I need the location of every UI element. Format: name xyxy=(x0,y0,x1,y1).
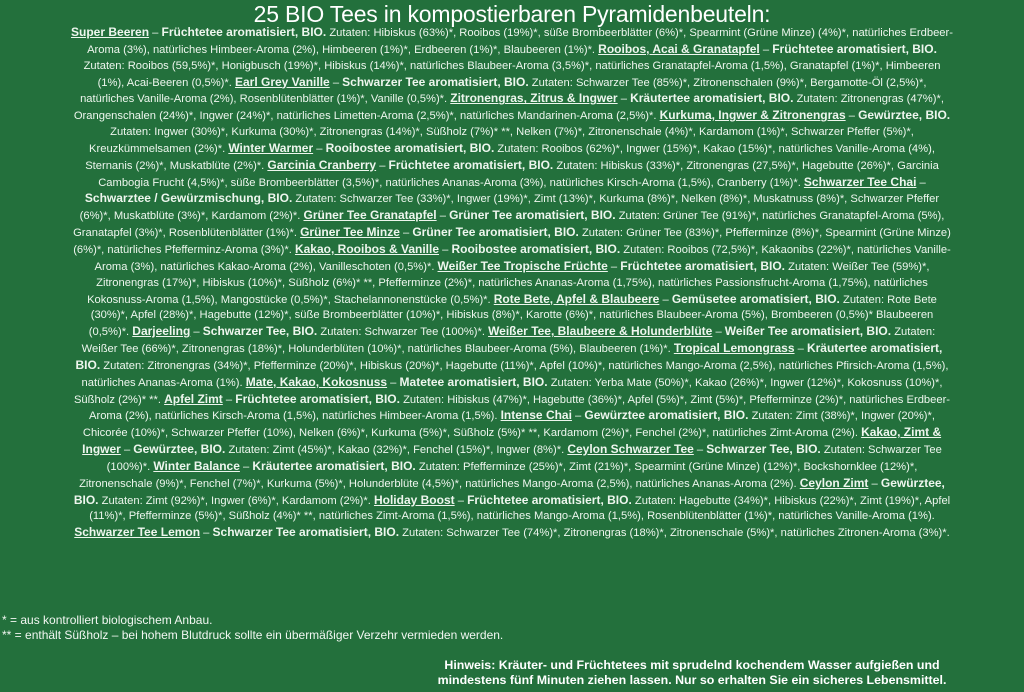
footnote-organic: * = aus kontrolliert biologischem Anbau. xyxy=(2,613,213,627)
tea-description: Grüner Tee aromatisiert, BIO. xyxy=(412,225,579,240)
tea-name: Holiday Boost xyxy=(373,492,455,507)
tea-ingredients: Zutaten: Hagebutte (34%)*, Hibiskus (22%)*, Zimt (19%)*, Apfel (11%)*, Pfefferminze (5%)*, Süßholz (4%)* **, natürliches Zimt-Aroma (1,5%), natürliches Mango-Aroma (1,5%), Rosenblütenblätter (1%)*, natürliches Vanille-Aroma (1%). xyxy=(89,494,951,523)
tea-description: Schwarzer Tee, BIO. xyxy=(202,324,318,339)
tea-description: Früchtetee aromatisiert, BIO. xyxy=(161,25,327,39)
tea-ingredients: Zutaten: Rooibos (59,5%)*, Honigbusch (19%)*, Hibiskus (14%)*, natürliches Blaubeer-Aroma (3,5%)*, natürliches Granatapfel-Aroma (1,5%), Granatapfel (1%)*, Himbeeren (1%), Acai-Beeren (0,5%)*. xyxy=(83,59,941,89)
tea-description: Weißer Tee aromatisiert, BIO. xyxy=(724,324,892,339)
tea-name: Weißer Tee, Blaubeere & Holunderblüte xyxy=(488,324,713,339)
tea-name: Grüner Tee Minze xyxy=(300,225,400,240)
tea-description: Gemüsetee aromatisiert, BIO. xyxy=(671,291,840,306)
tea-description: Früchtetee aromatisiert, BIO. xyxy=(772,41,937,56)
tea-entry: Zitronengras, Zitrus & Ingwer – Kräutertee aromatisiert, BIO. Zutaten: Zitronengras (47%)*, Orangenschalen (24%)*, Ingwer (24%)*, natürliches Limetten-Aroma (2,5%)*, natürliches Mandarinen-Aroma (2,5%)*. xyxy=(73,91,944,123)
tea-ingredients: Zutaten: Weißer Tee (66%)*, Zitronengras (18%)*, Holunderblüten (10%)*, natürliches Blaubeer-Aroma (5%), Blaubeeren (1%)*. xyxy=(81,326,936,356)
tea-ingredients: Zutaten: Schwarzer Tee (100%)*. xyxy=(320,326,485,339)
tea-name: Ceylon Schwarzer Tee xyxy=(567,442,694,457)
tea-entry: Weißer Tee Tropische Früchte – Früchtetee aromatisiert, BIO. Zutaten: Weißer Tee (59%)*, Zitronengras (17%)*, Hibiskus (10%)*, Süßholz (6%)* **, Pfefferminze (2%)*, natürliches Ananas-Aroma (1,75%), natürliches Passionsfrucht-Aroma (1,75%), natürliches Kokosnuss-Aroma (1,5%), Mangostücke (0,5%)*, Stachelannonenstücke (0,5%)*. xyxy=(87,258,930,306)
brewing-note: Hinweis: Kräuter- und Früchtetees mit sprudelnd kochendem Wasser aufgießen und mindestens fünf Minuten ziehen lassen. Nur so erhalten Sie ein sicheres Lebensmittel. xyxy=(437,658,947,687)
tea-ingredients: Zutaten: Grüner Tee (83%)*, Pfefferminze (8%)*, Spearmint (Grüne Minze) (6%)*, natürliches Pfefferminz-Aroma (3%)*. xyxy=(73,227,951,256)
tea-ingredients: Zutaten: Weißer Tee (59%)*, Zitronengras (17%)*, Hibiskus (10%)*, Süßholz (6%)* **, Pfefferminze (2%)*, natürliches Ananas-Aroma (1,75%), natürliches Passionsfrucht-Aroma (1,75%), natürliches Kokosnuss-Aroma (1,5%), Mangostücke (0,5%)*, Stachelannonenstücke (0,5%)*. xyxy=(87,260,930,306)
tea-ingredients: Zutaten: Zimt (45%)*, Kakao (32%)*, Fenchel (15%)*, Ingwer (8%)*. xyxy=(228,444,565,457)
tea-entry: Grüner Tee Minze – Grüner Tee aromatisiert, BIO. Zutaten: Grüner Tee (83%)*, Pfefferminze (8%)*, Spearmint (Grüne Minze) (6%)*, natürliches Pfefferminz-Aroma (3%)*. xyxy=(73,225,951,256)
tea-description: Früchtetee aromatisiert, BIO. xyxy=(235,391,400,406)
tea-entry: Earl Grey Vanille – Schwarzer Tee aromatisiert, BIO. Zutaten: Schwarzer Tee (85%)*, Zitronenschalen (9%)*, Bergamotte-Öl (2,5%)*, natürliches Vanille-Aroma (2%), Rosenblütenblätter (1%)*, Vanille (0,5%)*. xyxy=(80,74,927,106)
tea-list xyxy=(70,25,954,542)
tea-description: Matetee aromatisiert, BIO. xyxy=(399,374,548,389)
tea-name: Rooibos, Acai & Granatapfel xyxy=(598,41,760,56)
tea-name: Garcinia Cranberry xyxy=(267,157,377,172)
tea-description: Kräutertee aromatisiert, BIO. xyxy=(252,458,416,473)
tea-description: Gewürztee aromatisiert, BIO. xyxy=(584,408,749,423)
tea-name: Apfel Zimt xyxy=(164,391,223,406)
tea-name: Winter Balance xyxy=(153,458,240,473)
tea-name: Super Beeren xyxy=(71,25,150,39)
tea-ingredients: Zutaten: Schwarzer Tee (33%)*, Ingwer (19%)*, Zimt (13%)*, Kurkuma (8%)*, Nelken (8%)*, Muskatnuss (8%)*, Schwarzer Pfeffer (6%)*, Muskatblüte (3%)*, Kardamom (2%)*. xyxy=(79,193,940,223)
tea-entry: Tropical Lemongrass – Kräutertee aromatisiert, BIO. Zutaten: Zitronengras (34%)*, Pfefferminze (20%)*, Hibiskus (20%)*, Hagebutte (11%)*, Apfel (10%)*, natürliches Mango-Aroma (2,5%), natürliches Pfirsich-Aroma (1,5%), natürliches Ananas-Aroma (1%). xyxy=(75,341,949,389)
tea-name: Tropical Lemongrass xyxy=(673,341,795,356)
tea-description: Gewürztee, BIO. xyxy=(73,475,945,507)
tea-description: Schwarzer Tee, BIO. xyxy=(706,442,821,457)
tea-entry: Kurkuma, Ingwer & Zitronengras – Gewürztee, BIO. Zutaten: Ingwer (30%)*, Kurkuma (30%)*, Zitronengras (14%)*, Süßholz (7%)* **, Nelken (7%)*, Zitronenschale (4%)*, Kardamom (1%)*, Schwarzer Pfeffer (5%)*, Kreuzkümmelsamen (2%)*. xyxy=(89,108,951,155)
footnote-licorice: ** = enthält Süßholz – bei hohem Blutdruck sollte ein übermäßiger Verzehr vermieden werden. xyxy=(2,628,504,642)
tea-ingredients: Zutaten: Ingwer (30%)*, Kurkuma (30%)*, Zitronengras (14%)*, Süßholz (7%)* **, Nelken (7%)*, Zitronenschale (4%)*, Kardamom (1%)*, Schwarzer Pfeffer (5%)*, Kreuzkümmelsamen (2%)*. xyxy=(89,126,914,155)
tea-name: Schwarzer Tee Lemon xyxy=(74,525,201,540)
tea-entry: Super Beeren – Früchtetee aromatisiert, BIO. Zutaten: Hibiskus (63%)*, Rooibos (19%)*, süße Brombeerblätter (6%)*, Spearmint (Grüne Minze) (4%)*, natürliches Erdbeer-Aroma (3%), natürliches Himbeer-Aroma (2%), Himbeeren (1%)*, Erdbeeren (1%)*, Blaubeeren (1%)*. xyxy=(71,25,953,56)
tea-entry: Darjeeling – Schwarzer Tee, BIO. Zutaten: Schwarzer Tee (100%)*. xyxy=(132,324,485,339)
tea-name: Rote Bete, Apfel & Blaubeere xyxy=(493,291,660,306)
tea-entry: Intense Chai – Gewürztee aromatisiert, BIO. Zutaten: Zimt (38%)*, Ingwer (20%)*, Chicorée (10%)*, Schwarzer Pfeffer (10%), Nelken (6%)*, Kurkuma (5%)*, Süßholz (5%)* **, Kardamom (2%)*, Fenchel (2%)*, natürliches Zimt-Aroma (2%). xyxy=(82,408,935,440)
tea-description: Rooibostee aromatisiert, BIO. xyxy=(451,241,621,256)
tea-name: Grüner Tee Granatapfel xyxy=(303,208,437,223)
tea-description: Schwarztee / Gewürzmischung, BIO. xyxy=(84,191,293,206)
tea-name: Earl Grey Vanille xyxy=(234,74,330,89)
tea-name: Schwarzer Tee Chai xyxy=(803,174,917,189)
tea-entry: Apfel Zimt – Früchtetee aromatisiert, BIO. Zutaten: Hibiskus (47%)*, Hagebutte (36%)*, Apfel (5%)*, Zimt (5%)*, Pfefferminze (2%)*, natürliches Erdbeer-Aroma (2%), natürliches Kirsch-Aroma (1,5%), natürliches Himbeer-Aroma (1,5%). xyxy=(89,391,951,423)
tea-entry: Rooibos, Acai & Granatapfel – Früchtetee aromatisiert, BIO. Zutaten: Rooibos (59,5%)*, Honigbusch (19%)*, Hibiskus (14%)*, natürliches Blaubeer-Aroma (3,5%)*, natürliches Granatapfel-Aroma (1,5%), Granatapfel (1%)*, Himbeeren (1%), Acai-Beeren (0,5%)*. xyxy=(83,41,941,89)
tea-ingredients: Zutaten: Zimt (38%)*, Ingwer (20%)*, Chicorée (10%)*, Schwarzer Pfeffer (10%), Nelken (6%)*, Kurkuma (5%)*, Süßholz (5%)* **, Kardamom (2%)*, Fenchel (2%)*, natürliches Zimt-Aroma (2%). xyxy=(82,410,935,440)
tea-ingredients: Zutaten: Rote Bete (30%)*, Apfel (28%)*, Hagebutte (12%)*, süße Brombeerblätter (10%)*, Hibiskus (8%)*, Karotte (6%)*, natürliches Blaubeer-Aroma (5%), Brombeeren (0,5%)* Blaubeeren (0,5%)*. xyxy=(88,293,937,339)
tea-name: Kakao, Zimt & Ingwer xyxy=(82,425,942,457)
tea-description: Gewürztee, BIO. xyxy=(133,442,226,457)
tea-entry: Ceylon Schwarzer Tee – Schwarzer Tee, BIO. Zutaten: Schwarzer Tee (100%)*. xyxy=(106,442,942,473)
tea-ingredients: Zutaten: Grüner Tee (91%)*, natürliches Granatapfel-Aroma (5%), Granatapfel (3%)*, Rosenblütenblätter (1%)*. xyxy=(73,210,945,240)
tea-entry: Holiday Boost – Früchtetee aromatisiert, BIO. Zutaten: Hagebutte (34%)*, Hibiskus (22%)*, Zimt (19%)*, Apfel (11%)*, Pfefferminze (5%)*, Süßholz (4%)* **, natürliches Zimt-Aroma (1,5%), natürliches Mango-Aroma (1,5%), Rosenblütenblätter (1%)*, natürliches Vanille-Aroma (1%). xyxy=(89,492,951,523)
tea-entry: Schwarzer Tee Chai – Schwarztee / Gewürzmischung, BIO. Zutaten: Schwarzer Tee (33%)*, Ingwer (19%)*, Zimt (13%)*, Kurkuma (8%)*, Nelken (8%)*, Muskatnuss (8%)*, Schwarzer Pfeffer (6%)*, Muskatblüte (3%)*, Kardamom (2%)*. xyxy=(79,174,940,223)
tea-entry: Ceylon Zimt – Gewürztee, BIO. Zutaten: Zimt (92%)*, Ingwer (6%)*, Kardamom (2%)*. xyxy=(73,475,945,507)
tea-ingredients: Zutaten: Schwarzer Tee (85%)*, Zitronenschalen (9%)*, Bergamotte-Öl (2,5%)*, natürliches Vanille-Aroma (2%), Rosenblütenblätter (1%)*, Vanille (0,5%)*. xyxy=(80,76,927,106)
tea-entry: Garcinia Cranberry – Früchtetee aromatisiert, BIO. Zutaten: Hibiskus (33%)*, Zitronengras (27,5%)*, Hagebutte (26%)*, Garcinia Cambogia Frucht (4,5%)*, süße Brombeerblätter (3,5%)*, natürliches Ananas-Aroma (3%), natürliches Kirsch-Aroma (1,5%), Cranberry (1%)*. xyxy=(98,157,939,189)
tea-ingredients: Zutaten: Zitronengras (47%)*, Orangenschalen (24%)*, Ingwer (24%)*, natürliches Limetten-Aroma (2,5%)*, natürliches Mandarinen-Aroma (2,5%)*. xyxy=(73,93,944,123)
tea-name: Intense Chai xyxy=(500,408,572,423)
tea-description: Früchtetee aromatisiert, BIO. xyxy=(388,157,554,172)
tea-name: Darjeeling xyxy=(132,324,191,339)
tea-ingredients: Zutaten: Hibiskus (33%)*, Zitronengras (27,5%)*, Hagebutte (26%)*, Garcinia Cambogia Frucht (4,5%)*, süße Brombeerblätter (3,5%)*, natürliches Ananas-Aroma (3%), natürliches Kirsch-Aroma (1,5%), Cranberry (1%)*. xyxy=(98,159,939,189)
tea-ingredients: Zutaten: Zitronengras (34%)*, Pfefferminze (20%)*, Hibiskus (20%)*, Hagebutte (11%)*, Apfel (10%)*, natürliches Mango-Aroma (2,5%), natürliches Pfirsich-Aroma (1,5%), natürliches Ananas-Aroma (1%). xyxy=(81,359,949,389)
tea-entry: Kakao, Rooibos & Vanille – Rooibostee aromatisiert, BIO. Zutaten: Rooibos (72,5%)*, Kakaonibs (22%)*, natürliches Vanille-Aroma (3%), natürliches Kakao-Aroma (2%), Vanilleschoten (0,5%)*. xyxy=(94,241,951,273)
tea-description: Kräutertee aromatisiert, BIO. xyxy=(75,341,943,372)
tea-entry: Mate, Kakao, Kokosnuss – Matetee aromatisiert, BIO. Zutaten: Yerba Mate (50%)*, Kakao (26%)*, Ingwer (12%)*, Kokosnuss (10%)*, Süßholz (2%)* **. xyxy=(73,374,943,406)
footnotes xyxy=(2,613,503,643)
tea-ingredients: Zutaten: Yerba Mate (50%)*, Kakao (26%)*, Ingwer (12%)*, Kokosnuss (10%)*, Süßholz (2%)* **. xyxy=(73,376,943,406)
tea-entry: Kakao, Zimt & Ingwer – Gewürztee, BIO. Zutaten: Zimt (45%)*, Kakao (32%)*, Fenchel (15%)*, Ingwer (8%)*. xyxy=(82,425,942,457)
tea-description: Grüner Tee aromatisiert, BIO. xyxy=(449,208,616,223)
tea-description: Schwarzer Tee aromatisiert, BIO. xyxy=(212,525,400,540)
tea-entry: Winter Balance – Kräutertee aromatisiert, BIO. Zutaten: Pfefferminze (25%)*, Zimt (21%)*, Spearmint (Grüne Minze) (12%)*, Bockshornklee (12%)*, Zitronenschale (9%)*, Fenchel (7%)*, Kurkuma (5%)*, Holunderblüte (4,5%)*, natürliches Mango-Aroma (2,5%), natürliches Ananas-Aroma (2%). xyxy=(79,458,918,490)
tea-name: Kakao, Rooibos & Vanille xyxy=(294,241,440,256)
tea-ingredients: Zutaten: Schwarzer Tee (74%)*, Zitronengras (18%)*, Zitronenschale (5%)*, natürliches Zitronen-Aroma (3%)*. xyxy=(402,527,950,540)
tea-ingredients: Zutaten: Hibiskus (47%)*, Hagebutte (36%)*, Apfel (5%)*, Zimt (5%)*, Pfefferminze (2%)*, natürliches Erdbeer-Aroma (2%), natürliches Kirsch-Aroma (1,5%), natürliches Himbeer-Aroma (1,5%). xyxy=(89,393,951,423)
tea-ingredients: Zutaten: Pfefferminze (25%)*, Zimt (21%)*, Spearmint (Grüne Minze) (12%)*, Bockshornklee (12%)*, Zitronenschale (9%)*, Fenchel (7%)*, Kurkuma (5%)*, Holunderblüte (4,5%)*, natürliches Mango-Aroma (2,5%), natürliches Ananas-Aroma (2%). xyxy=(79,460,918,490)
tea-description: Kräutertee aromatisiert, BIO. xyxy=(630,91,794,106)
tea-name: Weißer Tee Tropische Früchte xyxy=(437,258,608,273)
tea-description: Schwarzer Tee aromatisiert, BIO. xyxy=(342,74,529,89)
tea-entry: Winter Warmer – Rooibostee aromatisiert, BIO. Zutaten: Rooibos (62%)*, Ingwer (15%)*, Kakao (15%)*, natürliches Vanille-Aroma (4%), Sternanis (2%)*, Muskatblüte (2%)*. xyxy=(85,140,935,172)
page-title: 25 BIO Tees in kompostierbaren Pyramidenbeuteln: xyxy=(253,1,771,27)
tea-name: Mate, Kakao, Kokosnuss xyxy=(245,374,388,389)
tea-entry: Schwarzer Tee Lemon – Schwarzer Tee aromatisiert, BIO. Zutaten: Schwarzer Tee (74%)*, Zitronengras (18%)*, Zitronenschale (5%)*, natürliches Zitronen-Aroma (3%)*. xyxy=(74,525,950,540)
tea-entry: Rote Bete, Apfel & Blaubeere – Gemüsetee aromatisiert, BIO. Zutaten: Rote Bete (30%)*, Apfel (28%)*, Hagebutte (12%)*, süße Brombeerblätter (10%)*, Hibiskus (8%)*, Karotte (6%)*, natürliches Blaubeer-Aroma (5%), Brombeeren (0,5%)* Blaubeeren (0,5%)*. xyxy=(88,291,937,339)
tea-name: Winter Warmer xyxy=(228,140,314,155)
tea-name: Ceylon Zimt xyxy=(799,475,869,490)
tea-ingredients: Zutaten: Hibiskus (63%)*, Rooibos (19%)*, süße Brombeerblätter (6%)*, Spearmint (Grüne Minze) (4%)*, natürliches Erdbeer-Aroma (3%), natürliches Himbeer-Aroma (2%), Himbeeren (1%)*, Erdbeeren (1%)*, Blaubeeren (1%)*. xyxy=(87,27,953,56)
tea-entry: Grüner Tee Granatapfel – Grüner Tee aromatisiert, BIO. Zutaten: Grüner Tee (91%)*, natürliches Granatapfel-Aroma (5%), Granatapfel (3%)*, Rosenblütenblätter (1%)*. xyxy=(73,208,945,240)
tea-entry: Weißer Tee, Blaubeere & Holunderblüte – Weißer Tee aromatisiert, BIO. Zutaten: Weißer Tee (66%)*, Zitronengras (18%)*, Holunderblüten (10%)*, natürliches Blaubeer-Aroma (5%), Blaubeeren (1%)*. xyxy=(81,324,936,356)
tea-ingredients: Zutaten: Rooibos (62%)*, Ingwer (15%)*, Kakao (15%)*, natürliches Vanille-Aroma (4%), Sternanis (2%)*, Muskatblüte (2%)*. xyxy=(85,142,935,172)
tea-ingredients: Zutaten: Rooibos (72,5%)*, Kakaonibs (22%)*, natürliches Vanille-Aroma (3%), natürliches Kakao-Aroma (2%), Vanilleschoten (0,5%)*. xyxy=(94,243,951,273)
tea-ingredients: Zutaten: Zimt (92%)*, Ingwer (6%)*, Kardamom (2%)*. xyxy=(101,494,371,507)
tea-description: Früchtetee aromatisiert, BIO. xyxy=(620,258,785,273)
tea-ingredients: Zutaten: Schwarzer Tee (100%)*. xyxy=(106,444,942,473)
tea-name: Zitronengras, Zitrus & Ingwer xyxy=(450,91,618,106)
tea-description: Früchtetee aromatisiert, BIO. xyxy=(467,492,632,507)
tea-description: Rooibostee aromatisiert, BIO. xyxy=(325,140,495,155)
tea-description: Gewürztee, BIO. xyxy=(858,108,951,123)
tea-name: Kurkuma, Ingwer & Zitronengras xyxy=(659,108,846,123)
